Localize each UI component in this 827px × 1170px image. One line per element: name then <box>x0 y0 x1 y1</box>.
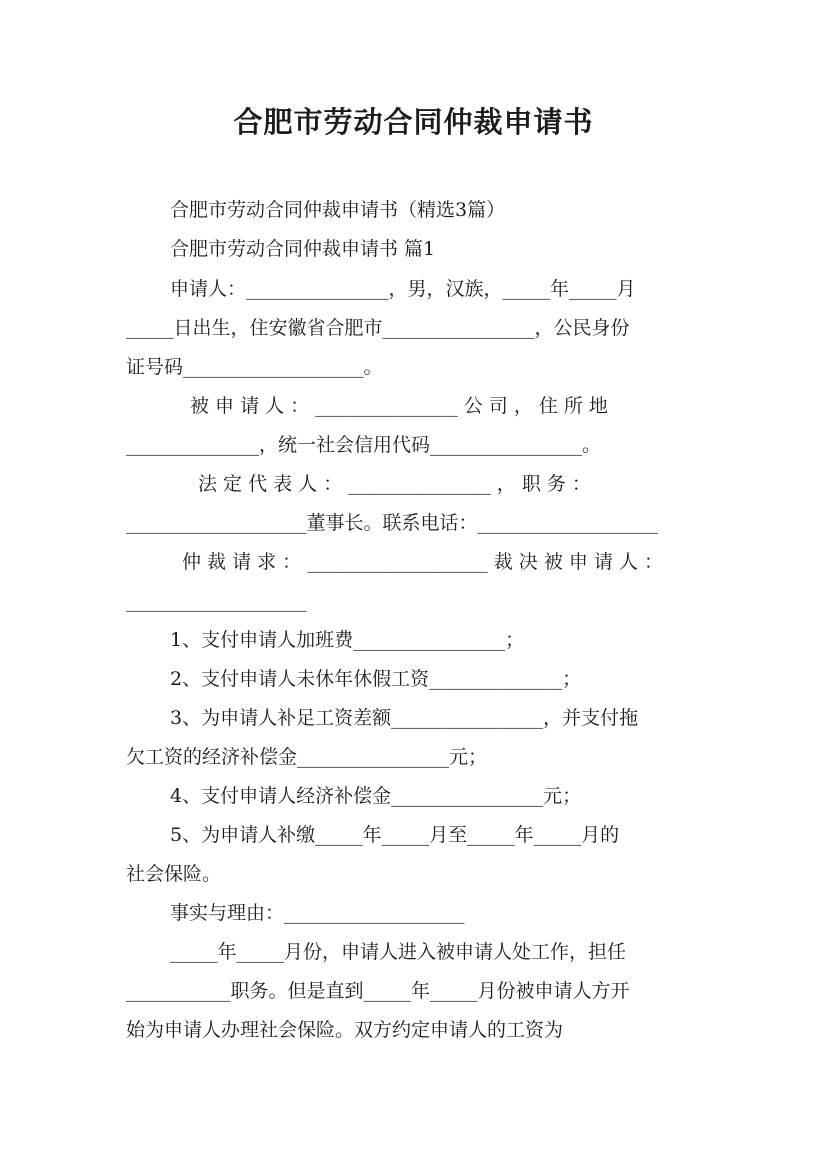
claim-item-4: 4、支付申请人经济补偿金________________元； <box>170 785 582 807</box>
claim-item-5-line-1: 5、为申请人补缴_____年_____月至_____年_____月的 <box>170 824 620 846</box>
subtitle-selection: 合肥市劳动合同仲裁申请书（精选3篇） <box>170 199 506 221</box>
subtitle-part-1: 合肥市劳动合同仲裁申请书 篇1 <box>170 238 436 260</box>
claim-item-5-line-2: 社会保险。 <box>126 863 222 885</box>
respondent-line-1: 被 申 请 人 ： _______________ 公 司 ， 住 所 地 <box>190 395 608 417</box>
applicant-line-1: 申请人：_______________，男，汉族，_____年_____月 <box>170 278 636 300</box>
claims-heading-line-1: 仲 裁 请 求 ： ___________________ 裁 决 被 申 请 人 ： <box>182 551 663 573</box>
facts-line-2: ___________职务。但是直到_____年_____月份被申请人方开 <box>126 980 630 1002</box>
respondent-line-2: ______________，统一社会信用代码________________。 <box>126 434 602 456</box>
facts-line-1: _____年_____月份，申请人进入被申请人处工作，担任 <box>170 941 627 963</box>
applicant-line-2: _____日出生，住安徽省合肥市________________，公民身份 <box>126 317 630 339</box>
applicant-line-3: 证号码___________________。 <box>126 356 383 378</box>
facts-heading: 事实与理由：___________________ <box>170 902 465 924</box>
claim-item-3-line-2: 欠工资的经济补偿金________________元； <box>126 746 488 768</box>
legal-rep-line-1: 法 定 代 表 人 ： _______________ ， 职 务 ： <box>198 473 591 495</box>
facts-line-3: 始为申请人办理社会保险。双方约定申请人的工资为 <box>126 1019 564 1041</box>
claim-item-3-line-1: 3、为申请人补足工资差额________________，并支付拖 <box>170 707 639 729</box>
claim-item-2: 2、支付申请人未休年休假工资______________； <box>170 668 582 690</box>
legal-rep-line-2: ___________________董事长。联系电话：___________________ <box>126 512 659 534</box>
claim-item-1: 1、支付申请人加班费________________； <box>170 629 525 651</box>
document-title: 合肥市劳动合同仲裁申请书 <box>233 105 594 139</box>
claims-heading-line-2: ___________________ <box>126 590 307 612</box>
